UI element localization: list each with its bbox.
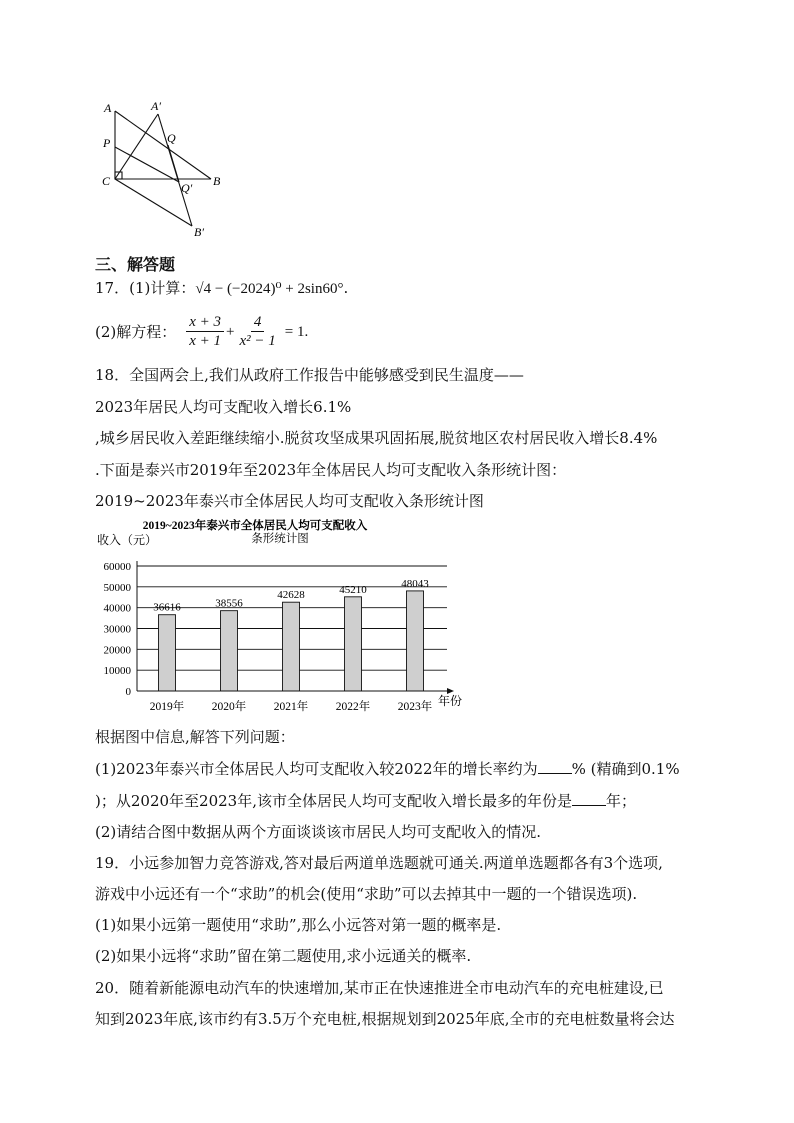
y-tick-label: 60000 (103, 561, 131, 573)
y-tick-label: 40000 (103, 602, 131, 615)
q17-part2 (95, 313, 308, 350)
answer-blank-growth-rate[interactable] (538, 759, 572, 774)
q17-part2-label: (2)解方程： (95, 322, 177, 341)
bar-value-label: 36616 (153, 601, 181, 614)
q20-line-1: 20．随着新能源电动汽车的快速增加,某市正在快速推进全市电动汽车的充电桩建设,已 (95, 979, 664, 997)
bar (407, 591, 424, 691)
q18-part1-line-a (95, 759, 680, 779)
x-tick-label: 2022年 (335, 701, 371, 713)
q18-after-chart: 根据图中信息,解答下列问题： (95, 728, 295, 746)
label-Q: Q (167, 131, 176, 145)
q18-part1-text-a: (1)2023年泰兴市全体居民人均可支配收入较2022年的增长率约为 (95, 760, 538, 778)
plus-sign: + (226, 323, 235, 340)
bar-value-label: 38556 (215, 597, 243, 610)
x-tick-label: 2023年 (397, 701, 433, 713)
q18-line-2: 2023年居民人均可支配收入增长6.1% (95, 398, 352, 416)
chart-subtitle: 条形统计图 (251, 533, 309, 545)
y-tick-label: 50000 (103, 581, 131, 594)
x-axis-label: 年份 (438, 694, 463, 708)
bar (283, 602, 300, 691)
q19-line-3: (1)如果小远第一题使用“求助”,那么小远答对第一题的概率是. (95, 916, 502, 934)
q18-line-5: 2019~2023年泰兴市全体居民人均可支配收入条形统计图 (95, 492, 484, 510)
bar (159, 615, 176, 691)
q18-line-1: 18．全国两会上,我们从政府工作报告中能够感受到民生温度—— (95, 366, 524, 384)
q19-line-4: (2)如果小远将“求助”留在第二题使用,求小远通关的概率. (95, 947, 472, 965)
y-tick-label: 20000 (103, 644, 131, 657)
geometry-figure (95, 95, 245, 240)
label-A: A (104, 101, 112, 115)
y-tick-label: 0 (125, 686, 131, 698)
bar (345, 597, 362, 691)
q19-line-1: 19．小远参加智力竞答游戏,答对最后两道单选题就可通关.两道单选题都各有3个选项, (95, 854, 663, 872)
bar (221, 611, 238, 691)
label-B-prime: B′ (194, 225, 204, 239)
q19-line-2: 游戏中小远还有一个“求助”的机会(使用“求助”可以去掉其中一题的一个错误选项). (95, 885, 638, 903)
y-tick-label: 10000 (103, 665, 131, 678)
x-tick-label: 2019年 (149, 701, 185, 713)
fraction-2-denominator: x² − 1 (239, 333, 276, 349)
section-heading: 三、解答题 (95, 255, 176, 274)
fraction-2-numerator: 4 (251, 313, 265, 332)
label-B: B (213, 174, 221, 188)
label-C: C (102, 174, 111, 188)
q18-part1-text-d: 年； (605, 792, 636, 810)
q18-line-3: ,城乡居民收入差距继续缩小.脱贫攻坚成果巩固拓展,脱贫地区农村居民收入增长8.4% (95, 429, 658, 447)
label-A-prime: A′ (151, 99, 161, 113)
segment-CA-prime (115, 114, 158, 179)
q17-part1-label: (1)计算： (129, 279, 196, 297)
q20-line-2: 知到2023年底,该市约有3.5万个充电桩,根据规划到2025年底,全市的充电桩数量将会达 (95, 1010, 675, 1028)
q17-part1-tail: . (343, 279, 349, 297)
fraction-1-denominator: x + 1 (189, 333, 222, 349)
bar-value-label: 45210 (339, 583, 367, 596)
q18-part1-line-b (95, 791, 636, 811)
q17-part1-expression: √4 − (−2024)⁰ + 2sin60° (195, 281, 344, 297)
chart-title: 2019~2023年泰兴市全体居民人均可支配收入 (142, 520, 368, 532)
answer-blank-year[interactable] (572, 791, 606, 806)
bar-value-label: 48043 (401, 577, 429, 590)
q18-part1-text-c: )；从2020年至2023年,该市全体居民人均可支配收入增长最多的年份是 (95, 792, 572, 810)
q18-line-4: .下面是泰兴市2019年至2023年全体居民人均可支配收入条形统计图： (95, 461, 567, 479)
y-axis-label: 收入（元） (97, 533, 158, 547)
label-Q-prime: Q′ (181, 181, 193, 195)
q18-part2: (2)请结合图中数据从两个方面谈谈该市居民人均可支配收入的情况. (95, 823, 542, 841)
label-P: P (103, 136, 111, 150)
q17-number: 17． (95, 279, 130, 297)
income-bar-chart (95, 515, 475, 720)
x-tick-label: 2020年 (211, 701, 247, 713)
fraction-1-numerator: x + 3 (186, 313, 224, 332)
bar-value-label: 42628 (277, 589, 305, 602)
equation-rhs: = 1. (284, 323, 309, 340)
x-tick-label: 2021年 (273, 701, 309, 713)
y-tick-label: 30000 (103, 623, 131, 636)
segment-AB (115, 111, 211, 179)
q17-fraction-1 (186, 313, 224, 350)
q17-fraction-2 (237, 313, 279, 350)
q17-part1 (95, 278, 348, 299)
q18-part1-text-b: % (精确到0.1% (571, 760, 680, 778)
